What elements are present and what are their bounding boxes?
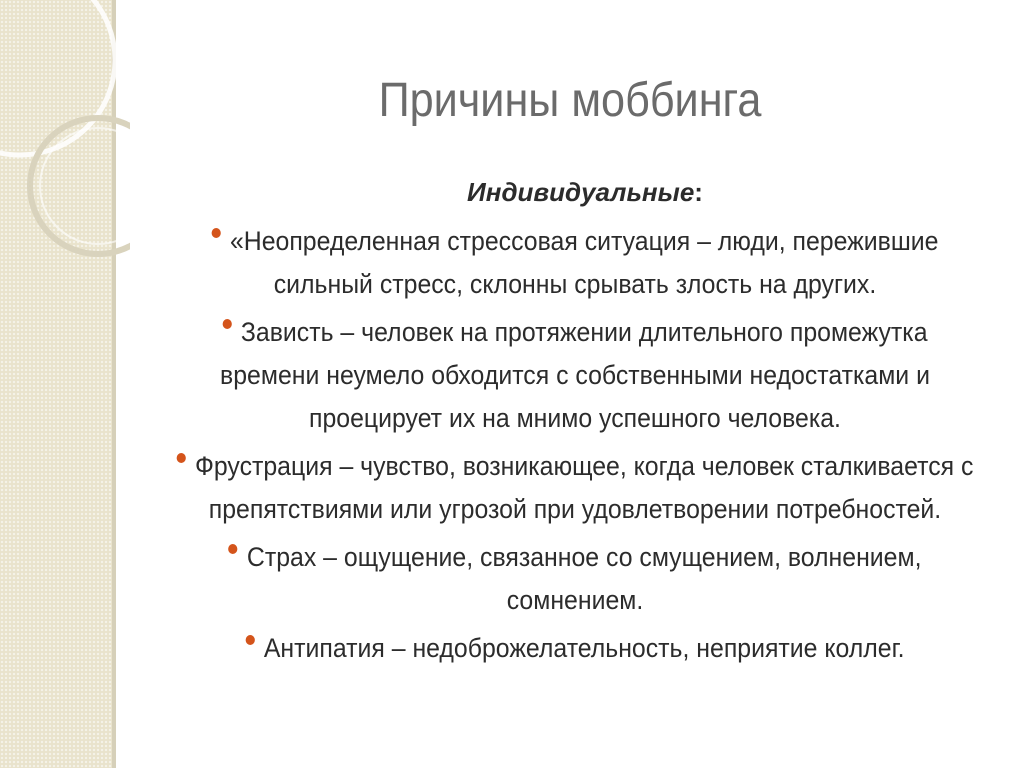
bullet-text: «Неопределенная стрессовая ситуация – люди, пережившие сильный стресс, склонны срывать злость на других. xyxy=(229,226,939,299)
subheading-suffix: : xyxy=(694,177,703,207)
bullet-text: Антипатия – недоброжелательность, неприятие коллег. xyxy=(263,633,905,663)
list-item xyxy=(170,627,980,670)
subheading xyxy=(155,170,1015,214)
list-item xyxy=(170,220,980,306)
list-item xyxy=(170,311,980,440)
list-item xyxy=(170,445,980,531)
bullet-list xyxy=(135,220,1015,670)
decorative-circles xyxy=(0,0,130,260)
bullet-dot-icon xyxy=(212,228,221,238)
bullet-text: Фрустрация – чувство, возникающее, когда человек сталкивается с препятствиями или угрозой при удовлетворении потребностей. xyxy=(195,451,974,524)
slide-title: Причины моббинга xyxy=(378,74,762,127)
slide-content xyxy=(135,170,1015,675)
list-item xyxy=(170,536,980,622)
bullet-text: Зависть – человек на протяжении длительного промежутка времени неумело обходится с собственными недостатками и проецирует их на мнимо успешного человека. xyxy=(220,317,930,433)
bullet-dot-icon xyxy=(222,319,231,329)
bullet-dot-icon xyxy=(245,635,254,645)
bullet-dot-icon xyxy=(177,453,186,463)
subheading-label: Индивидуальные xyxy=(467,177,695,207)
bullet-text: Страх – ощущение, связанное со смущением, волнением, сомнением. xyxy=(246,542,922,615)
bullet-dot-icon xyxy=(229,544,238,554)
